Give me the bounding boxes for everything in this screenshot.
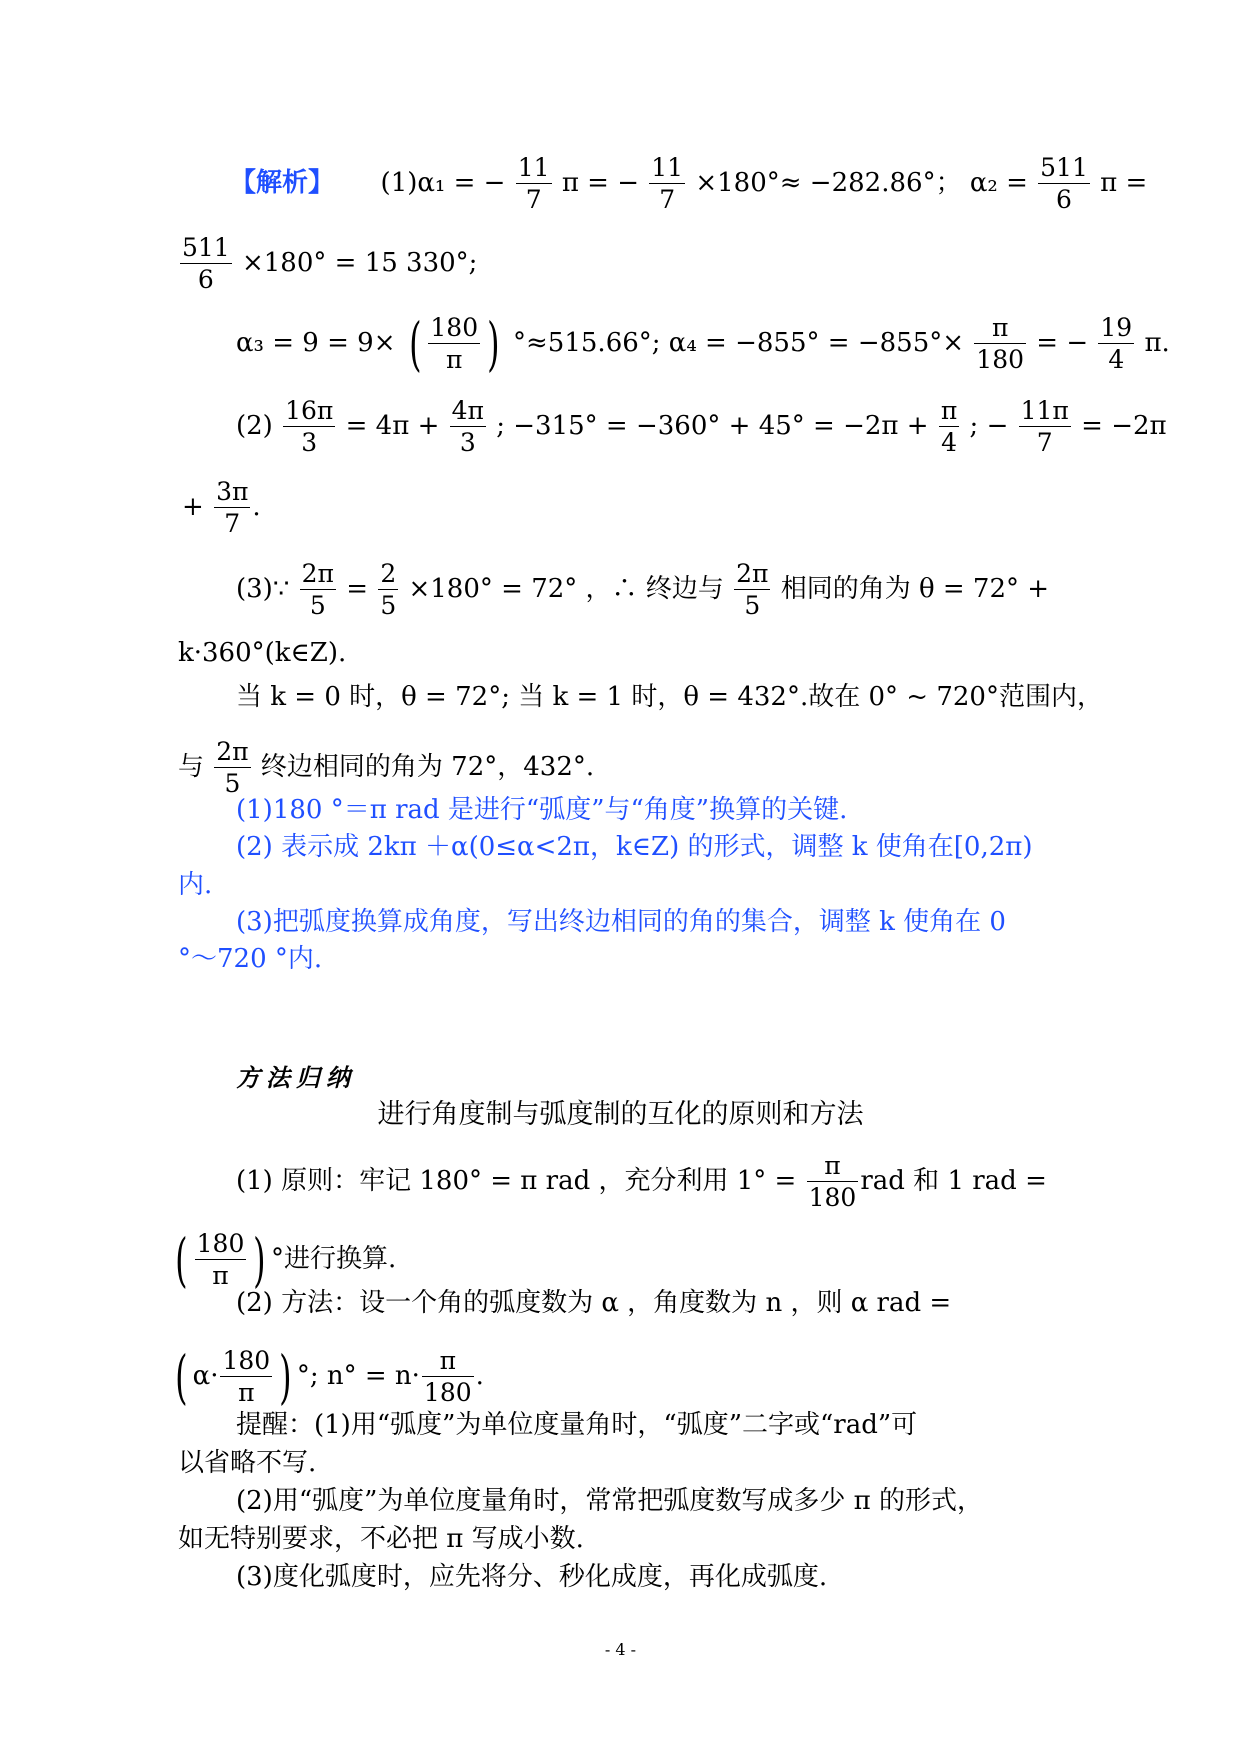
solution-line-9 [178,736,594,800]
fraction: $\frac{511}{6}$ [182,233,230,295]
fraction: $\frac{\pi}{180}$ [976,313,1025,375]
text: 终边相同的角为 72°，432°. [260,751,595,782]
fraction: $\frac{2\pi}{5}$ [216,737,249,799]
page-number: - 4 - [604,1640,637,1659]
method-heading: 方法归纳 [236,1064,356,1092]
fraction: $\frac{2\pi}{5}$ [736,559,769,621]
fraction: $\frac{19}{4}$ [1100,313,1133,375]
solution-line-2 [178,232,477,296]
reminder-line-3: (2)用“弧度”为单位度量角时，常常把弧度数写成多少 π 的形式， [236,1486,984,1516]
text: π. [1144,327,1170,358]
fraction: $\frac{180}{\pi}$ [430,313,479,375]
text: ×180° = 72° ，∴ 终边与 [408,573,724,604]
solution-line-4 [236,395,1167,459]
fraction: $\frac{11\pi}{7}$ [1020,396,1069,458]
fraction: $\frac{180}{\pi}$ [196,1229,245,1291]
text: (3)∵ [236,573,290,604]
method-line-2: ( α· $\frac{180}{\pi}$ ) °; n° = n· $\frac{\pi}{180}$ . [175,1342,484,1411]
text: (1) 原则：牢记 180° = π rad ，充分利用 1° = [236,1165,797,1196]
method-title: 进行角度制与弧度制的互化的原则和方法 [377,1099,864,1130]
reminder-line-4: 如无特别要求，不必把 π 写成小数. [178,1524,584,1554]
fraction: $\frac{11}{7}$ [651,153,684,215]
reminder-line-1: 提醒：(1)用“弧度”为单位度量角时，“弧度”二字或“rad”可 [236,1410,918,1440]
text: α₃ = 9 = 9× [236,327,396,358]
text: ; −315° = −360° + 45° = −2π + [496,410,929,441]
solution-label: 【解析】 [230,167,335,198]
text: = − [1036,327,1089,358]
principle-line-1 [236,1150,1047,1214]
solution-line-7: k·360°(k∈Z). [178,638,347,668]
text: °进行换算. [271,1243,397,1274]
text: °≈515.66°; α₄ = −855° = −855°× [513,327,965,358]
tip-line-4: (3)把弧度换算成角度，写出终边相同的角的集合，调整 k 使角在 0 [236,907,1006,937]
solution-line-1 [230,152,1147,216]
text: π = − [561,167,639,198]
text: 相同的角为 θ = 72° + [780,573,1050,604]
fraction: $\frac{\pi}{180}$ [808,1151,857,1213]
fraction: $\frac{180}{\pi}$ [222,1346,271,1408]
text: α· [192,1360,219,1391]
fraction: $\frac{\pi}{4}$ [940,396,958,458]
text: (1)α₁ = − [380,167,506,198]
solution-line-8: 当 k = 0 时，θ = 72°; 当 k = 1 时，θ = 432°.故在 0° ~ 720°范围内， [236,682,1103,712]
tip-line-3: 内. [178,870,213,900]
text: = [346,573,369,604]
reminder-line-5: (3)度化弧度时，应先将分、秒化成度，再化成弧度. [236,1562,828,1592]
principle-line-2: ( $\frac{180}{\pi}$ ) °进行换算. [175,1225,397,1294]
text: (2) [236,410,273,441]
text: . [252,491,261,522]
fraction: $\frac{16\pi}{3}$ [285,396,334,458]
solution-line-3: α₃ = 9 = 9× ( $\frac{180}{\pi}$ ) °≈515.66°; α₄ = −855° = −855°× $\frac{\pi}{180}$ = − $\frac{19}{4}$ π. [236,309,1170,378]
tip-line-5: °～720 °内. [178,944,323,974]
text: π = [1100,167,1148,198]
text: 与 [178,751,205,782]
text: + [182,491,204,522]
tip-line-1: (1)180 °＝π rad 是进行“弧度”与“角度”换算的关键. [236,795,848,825]
text: ×180° = 15 330°; [241,247,478,278]
fraction: $\frac{11}{7}$ [517,153,550,215]
fraction: $\frac{2\pi}{5}$ [301,559,334,621]
fraction: $\frac{3\pi}{7}$ [216,477,249,539]
text: rad 和 1 rad = [860,1165,1047,1196]
text: = 4π + [345,410,440,441]
text: = −2π [1081,410,1167,441]
text: ; − [969,410,1009,441]
fraction: $\frac{511}{6}$ [1040,153,1088,215]
fraction: $\frac{2}{5}$ [380,559,397,621]
text: ×180°≈ −282.86°； α₂ = [695,167,1028,198]
method-line-1: (2) 方法：设一个角的弧度数为 α ，角度数为 n ，则 α rad = [236,1288,952,1318]
text: °; n° = n· [296,1360,420,1391]
solution-line-6 [236,558,1049,622]
solution-line-5 [182,476,261,540]
text: . [475,1360,484,1391]
tip-line-2: (2) 表示成 2kπ ＋α(0≤α<2π，k∈Z) 的形式，调整 k 使角在[0,2π) [236,832,1033,862]
fraction: $\frac{4\pi}{3}$ [451,396,484,458]
fraction: $\frac{\pi}{180}$ [423,1346,472,1408]
reminder-line-2: 以省略不写. [178,1448,317,1478]
